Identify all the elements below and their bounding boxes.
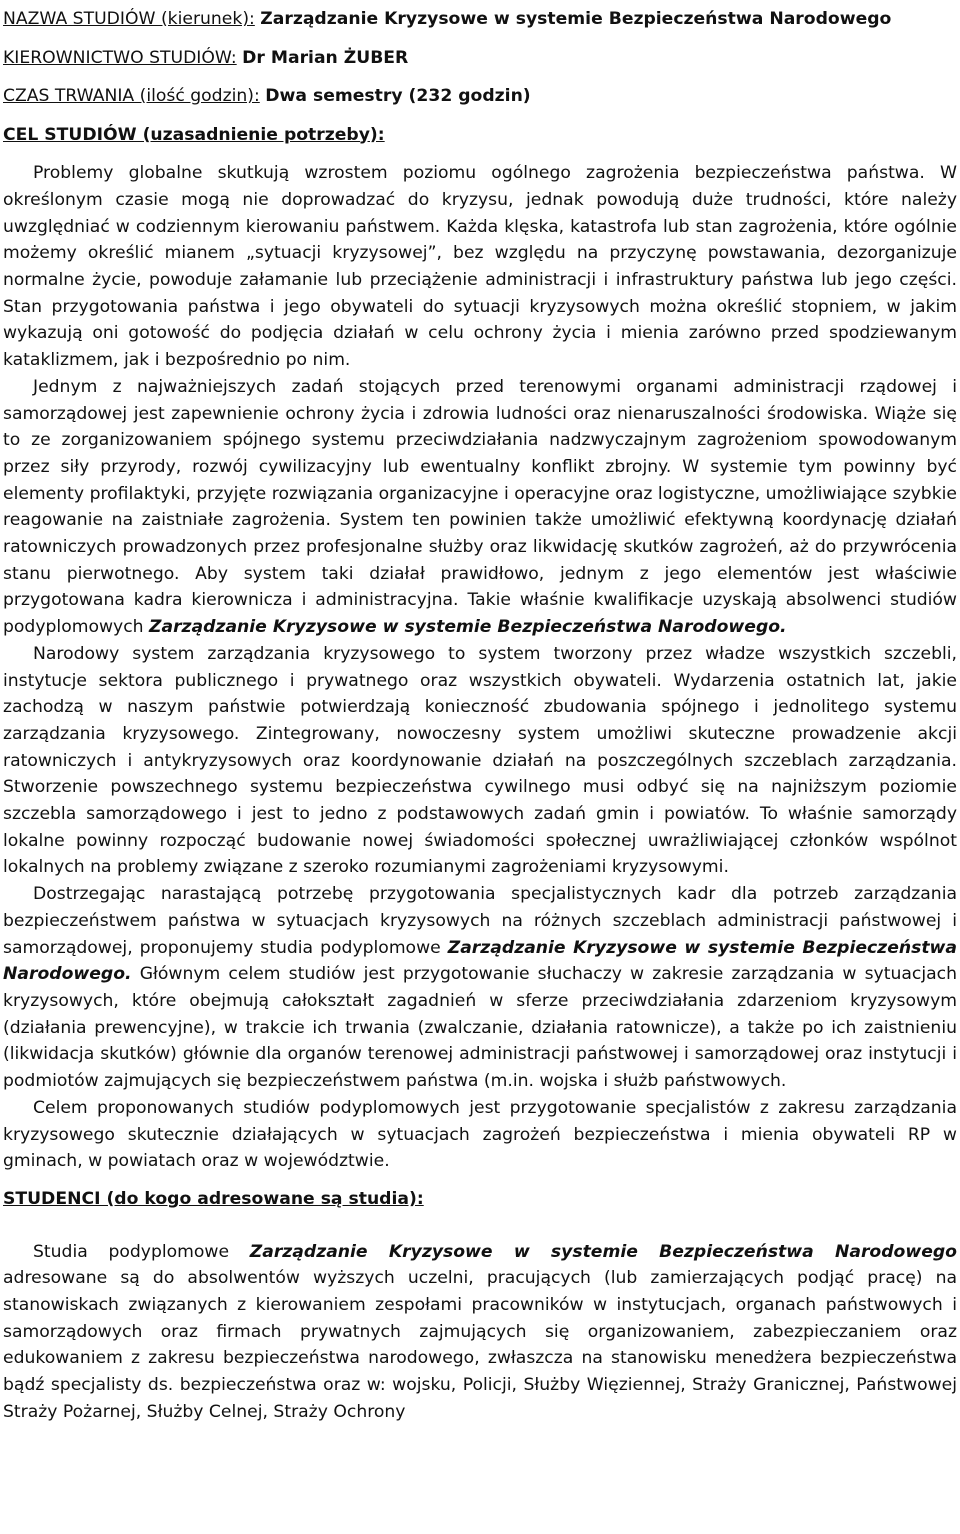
study-lead-line bbox=[3, 45, 957, 72]
study-duration-value: Dwa semestry (232 godzin) bbox=[265, 86, 531, 106]
study-name-label: NAZWA STUDIÓW (kierunek): bbox=[3, 9, 255, 29]
students-paragraph-1-study-title: Zarządzanie Kryzysowe w systemie Bezpieczeństwa Narodowego bbox=[249, 1241, 957, 1262]
goal-paragraph-4-text-a: Dostrzegając narastającą potrzebę przygotowania specjalistycznych kadr dla potrzeb zarządzania bezpieczeństwem państwa w sytuacjach kryzysowych na różnych szczeblach administracji państwowej i samorządowej, proponujemy studia podyplomowe bbox=[3, 884, 957, 958]
students-paragraph-1 bbox=[3, 1239, 957, 1426]
goal-paragraph-5-text: Celem proponowanych studiów podyplomowych jest przygotowanie specjalistów z zakresu zarządzania kryzysowego skutecznie działających w sytuacjach zagrożeń bezpieczeństwa i mienia obywateli RP w gminach, w powiatach oraz w województwie. bbox=[3, 1097, 957, 1172]
goal-paragraph-2 bbox=[3, 374, 957, 641]
students-paragraph-1-text-a: Studia podyplomowe bbox=[33, 1241, 230, 1262]
study-lead-label: KIEROWNICTWO STUDIÓW: bbox=[3, 47, 237, 68]
goal-paragraph-4 bbox=[3, 881, 957, 1095]
goal-paragraph-1-text: Problemy globalne skutkują wzrostem poziomu ogólnego zagrożenia bezpieczeństwa państwa. W określonym czasie mogą nie doprowadzać do kryzysu, jednak powodują duże trudności, które należy uwzględniać w codziennym kierowaniu państwem. Każda klęska, katastrofa lub stan zagrożenia, które ogólnie możemy określić mianem „sytuacji kryzysowej”, bez względu na przyczynę powstawania, dezorganizuje normalne życie, powoduje załamanie lub przeciążenie administracji i infrastruktury państwa lub jego części. Stan przygotowania państwa i jego obywateli do sytuacji kryzysowych można określić stopniem, w jakim wykazują oni gotowość do podjęcia działań w celu ochrony życia i mienia zarówno przed spodziewanym kataklizmem, jak i bezpośrednio po nim. bbox=[3, 163, 957, 371]
goal-paragraph-2-study-title: Zarządzanie Kryzysowe w systemie Bezpieczeństwa Narodowego. bbox=[149, 617, 787, 638]
study-name-value: Zarządzanie Kryzysowe w systemie Bezpieczeństwa Narodowego bbox=[260, 9, 892, 29]
goal-paragraph-3 bbox=[3, 641, 957, 881]
students-paragraph-1-text-b: adresowane są do absolwentów wyższych uczelni, pracujących (lub zamierzających podjąć pracę) na stanowiskach związanych z kierowaniem zespołami pracowników w instytucjach, organach państwowych i samorządowych oraz firmach prywatnych zajmujących się organizowaniem, zabezpieczaniem oraz edukowaniem z zakresu bezpieczeństwa narodowego, zwłaszcza na stanowisku menedżera bezpieczeństwa bądź specjalisty ds. bezpieczeństwa oraz w: wojsku, Policji, Służby Więziennej, Straży Granicznej, Państwowej Straży Pożarnej, Służby Celnej, Straży Ochrony bbox=[3, 1268, 957, 1422]
study-lead-value: Dr Marian ŻUBER bbox=[242, 47, 409, 68]
study-name-line bbox=[3, 6, 957, 33]
goal-paragraph-4-text-b: Głównym celem studiów jest przygotowanie słuchaczy w zakresie zarządzania w sytuacjach kryzysowych, które obejmują całokształt zagadnień w sferze przeciwdziałania zdarzeniom kryzysowym (działania prewencyjne), w trakcie ich trwania (zwalczanie, działania ratownicze), a także po ich zaistnieniu (likwidacja skutków) głównie dla organów terenowej administracji państwowej i samorządowej oraz instytucji i podmiotów zajmujących się bezpieczeństwem państwa (m.in. wojska i służb państwowych. bbox=[3, 964, 957, 1092]
document-page bbox=[3, 6, 957, 1426]
study-duration-line bbox=[3, 83, 957, 110]
goal-heading: CEL STUDIÓW (uzasadnienie potrzeby): bbox=[3, 124, 385, 145]
goal-paragraph-2-text: Jednym z najważniejszych zadań stojących przed terenowymi organami administracji rządowej i samorządowej jest zapewnienie ochrony życia i zdrowia ludności oraz nienaruszalności środowiska. Wiąże się to ze zorganizowaniem spójnego systemu przeciwdziałania nadzwyczajnym zagrożeniom spowodowanym przez siły przyrody, rozwój cywilizacyjny lub ewentualny konflikt zbrojny. W systemie tym powinny być elementy profilaktyki, przyjęte rozwiązania organizacyjne i operacyjne oraz logistyczne, umożliwiające szybkie reagowanie na zaistniałe zagrożenia. System ten powinien także umożliwić efektywną koordynację działań ratowniczych prowadzonych przez profesjonalne służby oraz likwidację skutków zagrożeń, aż do przywrócenia stanu pierwotnego. Aby system taki działał prawidłowo, jednym z jego elementów jest właściwie przygotowana kadra kierownicza i administracyjna. Takie właśnie kwalifikacje uzyskają absolwenci studiów podyplomowych bbox=[3, 376, 957, 638]
goal-paragraph-4-study-title: Zarządzanie Kryzysowe w systemie Bezpieczeństwa Narodowego. bbox=[3, 937, 958, 985]
students-heading: STUDENCI (do kogo adresowane są studia): bbox=[3, 1188, 424, 1209]
goal-paragraph-5 bbox=[3, 1095, 957, 1175]
goal-paragraph-1 bbox=[3, 160, 957, 374]
goal-paragraph-3-text: Narodowy system zarządzania kryzysowego to system tworzony przez władze wszystkich szczebli, instytucje sektora publicznego i prywatnego oraz wszystkich obywateli. Wydarzenia ostatnich lat, jakie zachodzą w naszym państwie potwierdzają konieczność zbudowania spójnego i jednolitego systemu zarządzania kryzysowego. Zintegrowany, nowoczesny system umożliwi skuteczne prowadzenie akcji ratowniczych i antykryzysowych oraz koordynowanie działań na poszczególnych szczeblach zarządzania. Stworzenie powszechnego systemu bezpieczeństwa cywilnego musi odbyć się na najniższym poziomie szczebla samorządowego i jest to jedno z podstawowych zadań gmin i powiatów. To właśnie samorządy lokalne powinny rozpocząć budowanie nowej świadomości społecznej uwrażliwiającej członków wspólnot lokalnych na problemy związane z szeroko rozumianymi zagrożeniami kryzysowymi. bbox=[3, 643, 957, 878]
study-duration-label: CZAS TRWANIA (ilość godzin): bbox=[3, 86, 260, 106]
